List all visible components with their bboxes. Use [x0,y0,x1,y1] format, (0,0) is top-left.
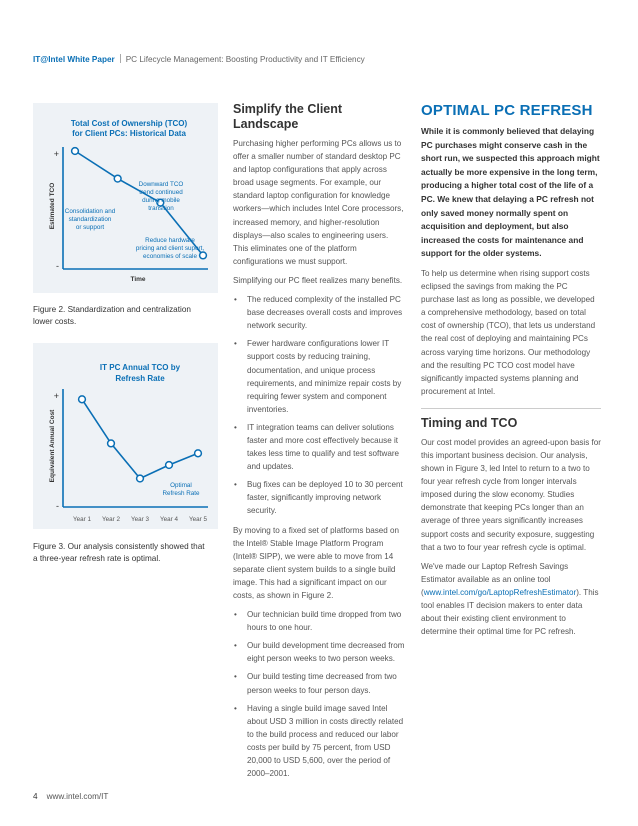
simplify-paragraph-3: By moving to a fixed set of platforms based on the Intel® Stable Image Platform Program (Intel® SIPP), we were able to move from 14 separate client system builds to a single build image. This had a significant impact on our costs, as shown in Figure 2. [233,525,400,600]
footer-url[interactable]: www.intel.com/IT [46,792,109,801]
chart2-point-1 [79,396,86,403]
list-item: • The reduced complexity of the installed PC base decreases overall costs and improves network security. [233,293,405,332]
estimator-text-before: We've made our Laptop Refresh Savings Estimator available as an online tool ( [421,561,569,597]
chart2-title-line2: Refresh Rate [115,374,165,383]
chart2-point-5 [195,450,202,457]
chart2-optimal-label-2: Refresh Rate [162,490,200,497]
figure-refresh-rate [33,343,218,529]
chart1-title-line2: for Client PCs: Historical Data [72,129,186,138]
chart2-tick-5: Year 5 [189,516,207,523]
column-simplify [233,102,405,786]
header-brand: IT@Intel White Paper [33,55,115,64]
list-item: • Our build testing time decreased from two person weeks to four person days. [233,670,405,696]
chart1-note-reduce-1: Reduce hardware [145,237,195,244]
chart2-x-ticks [73,516,207,523]
list-item: • Our build development time decreased from eight person weeks to two person weeks. [233,639,405,665]
timing-paragraph-2 [421,560,601,639]
list-item: • Our technician build time dropped from two hours to one hour. [233,608,405,634]
chart1-note-downward-1: Downward TCO [138,181,184,188]
figure2-caption [33,304,223,328]
simplify-paragraph-2: Simplifying our PC fleet realizes many benefits. [233,275,403,285]
estimator-text-after: ). This tool enables IT decision makers to enter data about their existing client environment to determine their optimal time for PC refresh. [421,587,599,637]
chart2-point-4 [166,462,173,469]
figure3-caption [33,541,223,565]
benefits-list [233,293,405,518]
simplify-paragraph-1: Purchasing higher performing PCs allows us to offer a smaller number of standard desktop PC and laptop configurations that apply across broad usage segments. For example, our standard laptop configuration for knowledge workers—which includes Intel Core processors, increased memory, and higher-resolution displays—also scales to engineering users. This eliminates one of the platform configurations we must support. [233,139,404,266]
figure2-caption-line2: lower costs. [33,317,77,326]
list-item: • Bug fixes can be deployed 10 to 30 percent faster, significantly improving network security. [233,478,405,517]
chart1-note-downward-2: trend continued [139,189,183,196]
simplify-heading: Simplify the Client Landscape [233,102,343,131]
chart2-tick-4: Year 4 [160,516,178,523]
chart2-y-axis-label: Equivalent Annual Cost [49,409,56,483]
figure3-caption-line1: Figure 3. Our analysis consistently showed that [33,542,205,551]
chart2-tick-2: Year 2 [102,516,120,523]
chart1-minus-label: - [56,261,59,271]
page-header [33,54,365,64]
chart2-series [79,396,202,482]
refresh-rate-chart [33,343,218,529]
column-optimal-refresh [421,102,601,644]
optimal-refresh-lead: While it is commonly believed that delaying PC purchases might conserve cash in the short run, we suspected this approach might actually be more expensive in the long term, producing a higher total cost of the life of a PC. We knew that delaying a PC refresh not only saved money normally spent on acquisition and deployment, but also increased the costs for maintenance and support for the older systems. [421,126,600,259]
tco-historical-chart [33,103,218,293]
optimal-refresh-heading: OPTIMAL PC REFRESH [421,102,593,119]
optimal-refresh-paragraph: To help us determine when rising support costs eclipsed the savings from making the PC purchase last as long as possible, we developed a comprehensive methodology, based on total cost of ownership (TCO), that lets us understand the real cost of deploying and maintaining PCs across varying time horizons. Our methodology and the resulting PC TCO cost model have significantly impacted systems planning and procurement at Intel. [421,268,596,396]
chart1-note-consolidation-2: standardization [68,216,112,223]
chart1-point-4 [200,252,207,259]
chart1-point-2 [114,175,121,182]
timing-paragraph-1: Our cost model provides an agreed-upon basis for this important business decision. Our analysis, shown in Figure 3, led Intel to return to a two to four year refresh cycle from longer intervals imposed during the slow economy. Studies demonstrate that keeping PCs longer than an average of three years significantly increases support costs and security exposure, suggesting that a two to four year refresh cycle is optimal. [421,437,601,552]
timing-heading: Timing and TCO [421,415,518,430]
chart1-y-axis-label: Estimated TCO [49,182,56,230]
chart2-point-3 [137,475,144,482]
build-savings-list [233,608,405,780]
chart2-series-line [82,399,198,478]
chart1-note-reduce-2: pricing and client suport, [135,245,205,252]
chart2-point-2 [108,440,115,447]
chart2-tick-1: Year 1 [73,516,91,523]
chart1-note-downward-3: during mobile [142,197,180,204]
chart2-tick-3: Year 3 [131,516,149,523]
chart2-title-line1: IT PC Annual TCO by [99,363,181,372]
chart1-point-1 [72,148,79,155]
figure3-caption-line2: a three-year refresh rate is optimal. [33,554,161,563]
figure2-caption-line1: Figure 2. Standardization and centralization [33,305,191,314]
figure-tco-historical [33,103,218,293]
chart2-plus-label: + [53,391,59,401]
chart1-x-axis-label: Time [130,276,146,283]
chart1-note-consolidation-1: Consolidation and [64,208,116,215]
page-footer [33,792,108,801]
estimator-link[interactable]: www.intel.com/go/LaptopRefreshEstimator [423,587,577,597]
chart1-note-consolidation-3: or support [75,224,105,231]
chart1-title-line1: Total Cost of Ownership (TCO) [70,119,188,128]
chart1-plus-label: + [53,149,59,159]
page-number: 4 [33,792,38,801]
list-item: • Fewer hardware configurations lower IT support costs by reducing training, documentation, and unique process requirements, and minimize repair costs by requiring fewer system and component inventories. [233,337,405,416]
list-item: • Having a single build image saved Intel about USD 3 million in costs directly related to the build process and reduced our labor costs per build by 75 percent, from USD 20,000 to USD 5,600, over the period of 2000–2001. [233,702,405,781]
chart2-optimal-label-1: Optimal [170,482,192,489]
chart1-note-reduce-3: economies of scale [143,253,197,260]
chart1-note-downward-4: transition [148,205,174,212]
header-divider [120,54,121,63]
list-item: • IT integration teams can deliver solutions faster and more cost effectively because it takes less time to qualify and test software and updates. [233,421,405,473]
section-divider [421,408,601,409]
chart2-minus-label: - [56,501,59,511]
header-title: PC Lifecycle Management: Boosting Productivity and IT Efficiency [125,55,365,64]
